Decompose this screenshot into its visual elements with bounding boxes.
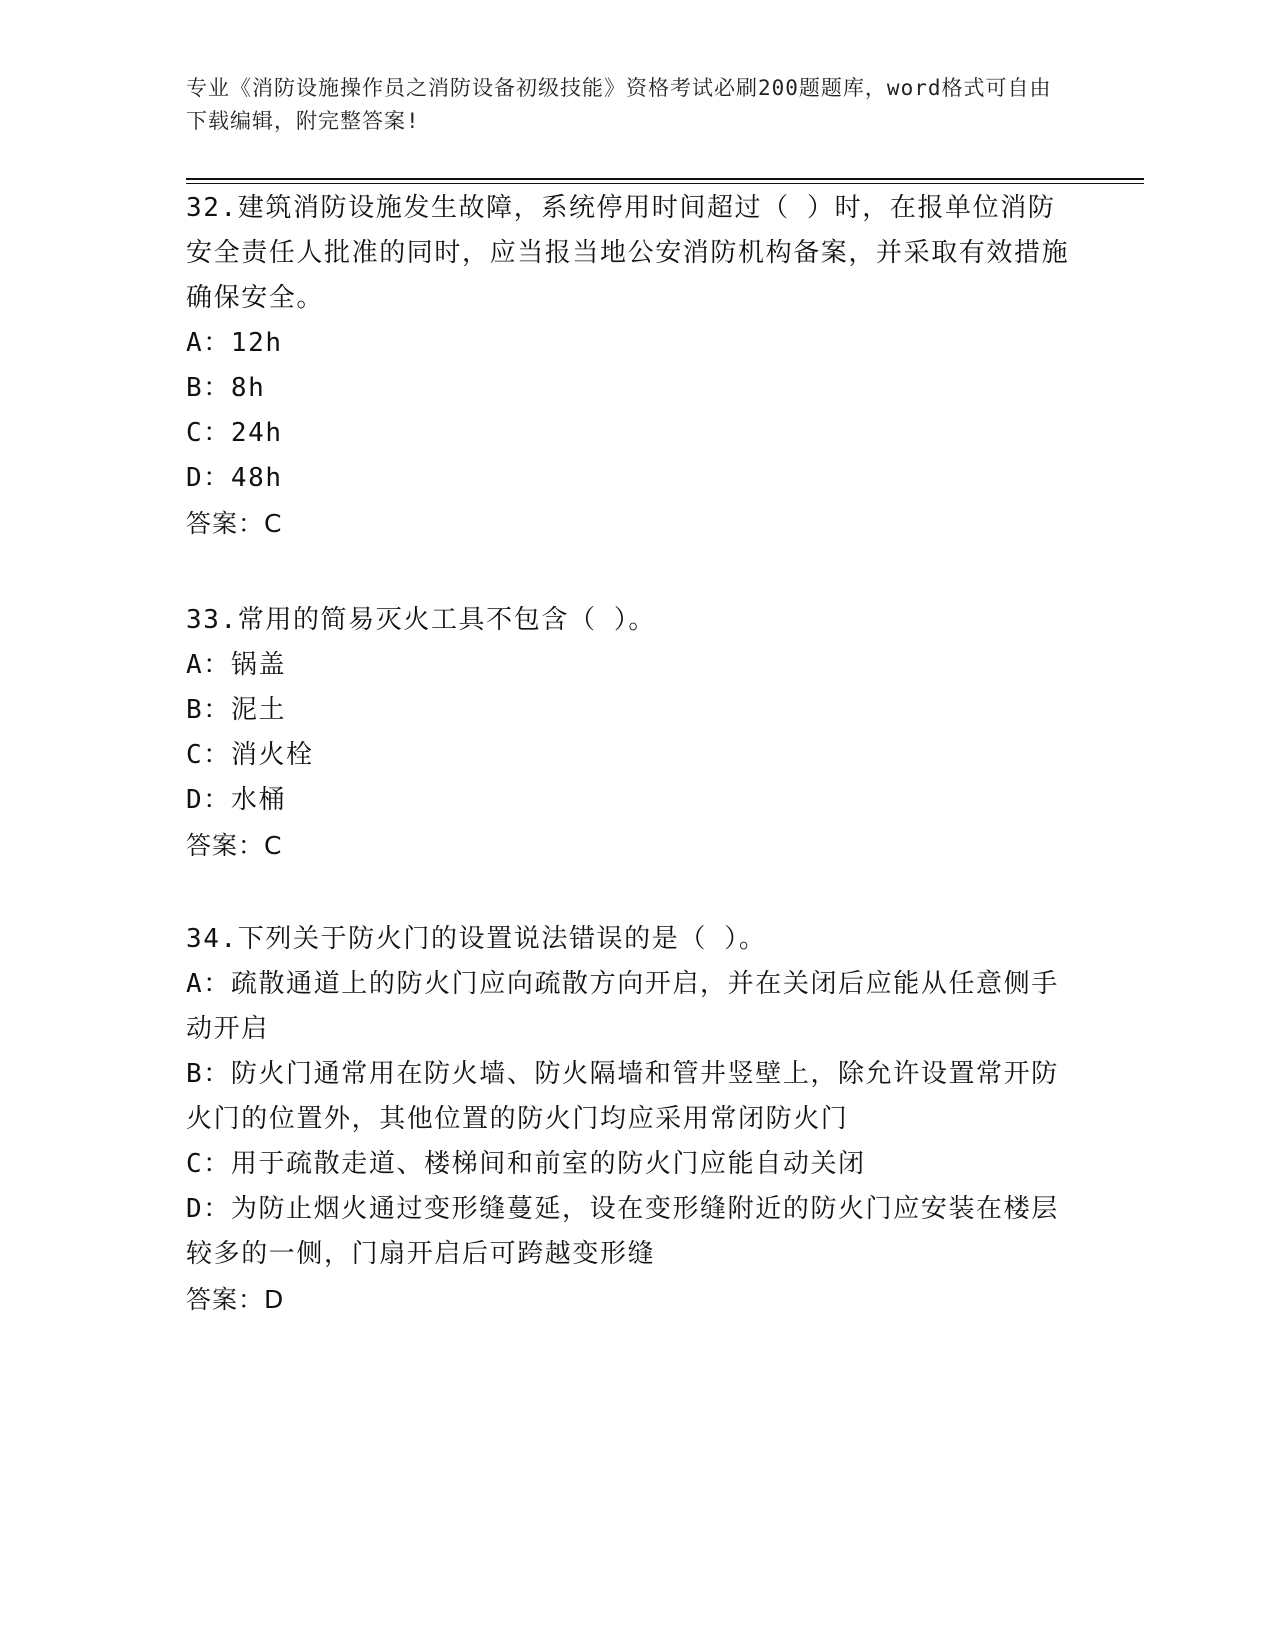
question-stem: 34.下列关于防火门的设置说法错误的是（ ）。 [186,924,767,954]
header-divider [186,178,1144,184]
option-c: C：24h [186,418,283,448]
question-32 [186,186,1076,546]
option-d: D：48h [186,463,283,493]
question-stem: 32.建筑消防设施发生故障，系统停用时间超过（ ）时，在报单位消防安全责任人批准的同时，应当报当地公安消防机构备案，并采取有效措施确保安全。 [186,193,1070,313]
option-a: A：锅盖 [186,650,287,680]
option-b: B：防火门通常用在防火墙、防火隔墙和管井竖壁上，除允许设置常开防火门的位置外，其他位置的防火门均应采用常闭防火门 [186,1059,1059,1134]
option-b: B：泥土 [186,695,287,725]
option-b: B：8h [186,373,266,403]
question-33 [186,598,1076,868]
option-c: C：消火栓 [186,740,314,770]
question-stem: 33.常用的简易灭火工具不包含（ ）。 [186,605,657,635]
answer: 答案：C [186,831,283,860]
document-header: 专业《消防设施操作员之消防设备初级技能》资格考试必刷200题题库，word格式可自由下载编辑，附完整答案! [186,76,1052,133]
option-d: D：水桶 [186,785,287,815]
option-d: D：为防止烟火通过变形缝蔓延，设在变形缝附近的防火门应安装在楼层较多的一侧，门扇开启后可跨越变形缝 [186,1194,1059,1269]
answer: 答案：C [186,509,283,538]
option-a: A：疏散通道上的防火门应向疏散方向开启，并在关闭后应能从任意侧手动开启 [186,969,1059,1044]
option-a: A：12h [186,328,283,358]
answer: 答案：D [186,1285,285,1314]
option-c: C：用于疏散走道、楼梯间和前室的防火门应能自动关闭 [186,1149,866,1179]
question-34 [186,917,1076,1322]
